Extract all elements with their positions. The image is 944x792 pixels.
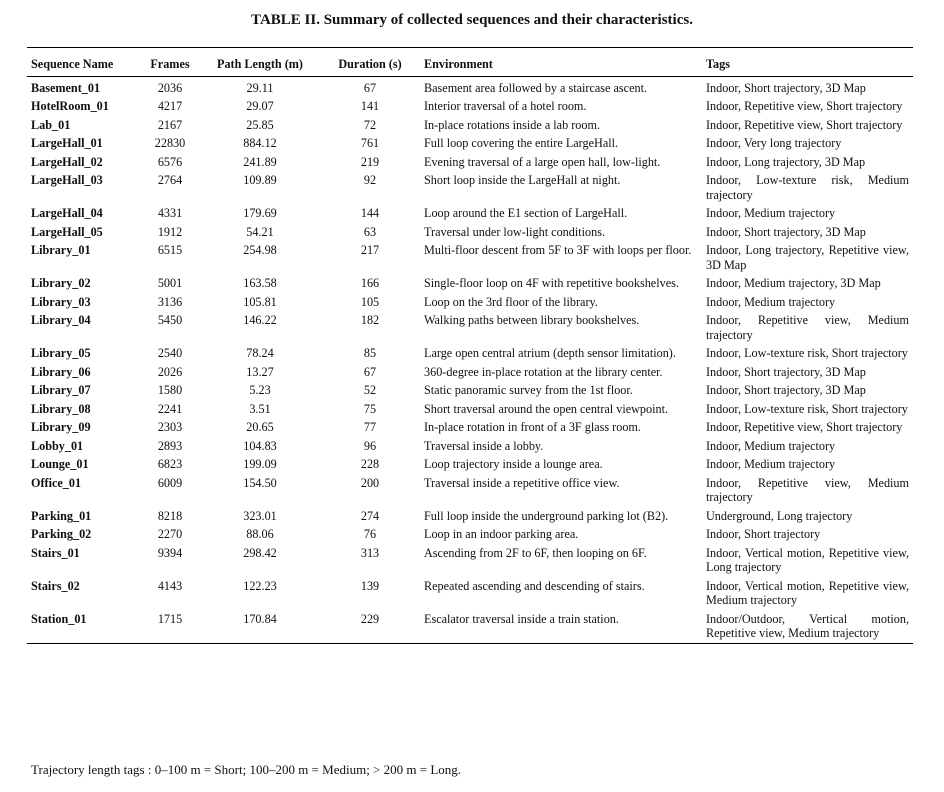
cell-tags: Indoor, Medium trajectory <box>706 294 836 309</box>
cell-path-length: 54.21 <box>246 224 274 239</box>
cell-environment: Loop around the E1 section of LargeHall. <box>424 206 628 220</box>
cell-duration: 274 <box>360 508 380 523</box>
cell-tags: Indoor, Vertical motion, Repetitive view, Medium trajectory <box>706 578 909 607</box>
cell-environment: Full loop inside the underground parking lot (B2). <box>424 508 669 523</box>
cell-duration: 67 <box>363 80 377 95</box>
cell-duration: 85 <box>363 346 377 360</box>
col-header-sequence-name: Sequence Name <box>31 57 114 71</box>
cell-sequence-name: Stairs_02 <box>31 578 80 593</box>
table-header-row <box>27 48 913 77</box>
cell-duration: 217 <box>360 243 380 257</box>
cell-path-length: 109.89 <box>243 173 277 187</box>
table-footnote: Trajectory length tags : 0–100 m = Short; 100–200 m = Medium; > 200 m = Long. <box>31 762 462 777</box>
cell-frames: 6009 <box>157 475 183 490</box>
cell-frames: 2026 <box>157 364 183 379</box>
table-row <box>27 204 913 223</box>
cell-duration: 166 <box>360 276 380 290</box>
cell-tags: Indoor, Medium trajectory <box>706 206 836 220</box>
cell-frames: 2540 <box>157 346 183 360</box>
cell-path-length: 5.23 <box>249 383 271 397</box>
cell-frames: 2893 <box>157 438 183 453</box>
cell-path-length: 884.12 <box>243 136 277 150</box>
cell-path-length: 3.51 <box>249 401 271 416</box>
table-row <box>27 525 913 544</box>
cell-path-length: 20.65 <box>246 420 274 434</box>
cell-environment: 360-degree in-place rotation at the library center. <box>424 364 663 379</box>
cell-frames: 3136 <box>157 294 183 309</box>
col-header-frames: Frames <box>150 57 190 71</box>
cell-frames: 2764 <box>157 173 183 187</box>
cell-frames: 1912 <box>157 224 183 239</box>
cell-sequence-name: Library_02 <box>31 276 91 290</box>
table-row <box>27 507 913 526</box>
cell-tags: Indoor, Repetitive view, Medium trajectory <box>706 475 909 504</box>
cell-duration: 77 <box>363 420 377 434</box>
cell-frames: 2167 <box>157 117 183 132</box>
cell-environment: Loop on the 3rd floor of the library. <box>424 294 598 309</box>
cell-path-length: 78.24 <box>246 346 274 360</box>
cell-environment: Single-floor loop on 4F with repetitive bookshelves. <box>424 276 679 290</box>
cell-path-length: 13.27 <box>246 364 274 379</box>
cell-sequence-name: Parking_01 <box>31 508 92 523</box>
cell-frames: 6515 <box>157 243 183 257</box>
cell-environment: Basement area followed by a staircase ascent. <box>424 80 647 95</box>
cell-sequence-name: Library_08 <box>31 401 91 416</box>
table-body <box>27 76 913 643</box>
cell-path-length: 241.89 <box>243 154 277 169</box>
cell-sequence-name: Library_09 <box>31 420 91 434</box>
cell-tags: Indoor, Low-texture risk, Short trajectory <box>706 401 908 416</box>
table-row <box>27 610 913 644</box>
cell-tags: Indoor, Repetitive view, Short trajectory <box>706 420 903 434</box>
cell-sequence-name: Lab_01 <box>31 117 71 132</box>
cell-duration: 105 <box>360 294 380 309</box>
cell-duration: 67 <box>363 364 377 379</box>
cell-frames: 6823 <box>157 457 183 471</box>
cell-tags: Indoor, Medium trajectory, 3D Map <box>706 276 881 290</box>
table-row <box>27 437 913 456</box>
cell-environment: Traversal inside a lobby. <box>424 438 544 453</box>
cell-tags: Indoor/Outdoor, Vertical motion, Repetitive view, Medium trajectory <box>706 611 909 640</box>
cell-frames: 1715 <box>157 611 183 626</box>
cell-environment: Escalator traversal inside a train station. <box>424 611 619 626</box>
cell-frames: 1580 <box>157 383 183 397</box>
cell-frames: 2036 <box>157 80 183 95</box>
col-header-duration: Duration (s) <box>338 57 402 71</box>
cell-sequence-name: LargeHall_02 <box>31 154 103 169</box>
table-row <box>27 274 913 293</box>
table-row <box>27 293 913 312</box>
cell-path-length: 104.83 <box>243 438 277 453</box>
cell-sequence-name: Library_04 <box>31 313 91 327</box>
cell-duration: 52 <box>363 383 377 397</box>
table-row <box>27 76 913 97</box>
cell-environment: In-place rotations inside a lab room. <box>424 117 600 132</box>
cell-tags: Indoor, Repetitive view, Short trajectory <box>706 117 903 132</box>
cell-tags: Indoor, Low-texture risk, Short trajectory <box>706 346 908 360</box>
cell-path-length: 298.42 <box>243 545 277 560</box>
table-row <box>27 418 913 437</box>
cell-sequence-name: Parking_02 <box>31 527 92 541</box>
cell-path-length: 179.69 <box>243 206 277 220</box>
cell-sequence-name: LargeHall_05 <box>31 224 103 239</box>
cell-frames: 9394 <box>157 545 183 560</box>
cell-sequence-name: Basement_01 <box>31 80 101 95</box>
cell-path-length: 199.09 <box>243 457 277 471</box>
cell-sequence-name: Library_07 <box>31 383 91 397</box>
cell-environment: Repeated ascending and descending of stairs. <box>424 578 645 593</box>
cell-environment: Evening traversal of a large open hall, low-light. <box>424 154 661 169</box>
cell-path-length: 146.22 <box>243 313 277 327</box>
cell-path-length: 29.07 <box>246 99 274 113</box>
cell-duration: 219 <box>360 154 380 169</box>
cell-sequence-name: Station_01 <box>31 611 87 626</box>
cell-tags: Indoor, Vertical motion, Repetitive view, Long trajectory <box>706 545 909 574</box>
cell-path-length: 105.81 <box>243 294 277 309</box>
cell-tags: Indoor, Short trajectory, 3D Map <box>706 383 866 397</box>
cell-tags: Indoor, Very long trajectory <box>706 136 842 150</box>
table-caption: TABLE II. Summary of collected sequences and their characteristics. <box>251 12 693 28</box>
cell-sequence-name: LargeHall_01 <box>31 136 103 150</box>
table-row <box>27 153 913 172</box>
cell-sequence-name: Library_05 <box>31 346 91 360</box>
cell-sequence-name: HotelRoom_01 <box>31 99 109 113</box>
cell-duration: 96 <box>363 438 377 453</box>
cell-tags: Indoor, Long trajectory, 3D Map <box>706 154 866 169</box>
cell-sequence-name: Lounge_01 <box>31 457 89 471</box>
cell-tags: Indoor, Medium trajectory <box>706 457 836 471</box>
cell-environment: Large open central atrium (depth sensor limitation). <box>424 346 676 360</box>
cell-frames: 4217 <box>157 99 183 113</box>
cell-duration: 144 <box>360 206 380 220</box>
cell-path-length: 25.85 <box>246 117 274 132</box>
cell-duration: 761 <box>360 136 380 150</box>
cell-frames: 4331 <box>157 206 183 220</box>
cell-environment: Walking paths between library bookshelves. <box>424 313 640 327</box>
cell-frames: 8218 <box>157 508 183 523</box>
cell-tags: Indoor, Low-texture risk, Medium trajectory <box>706 173 909 202</box>
table-row <box>27 134 913 153</box>
cell-frames: 4143 <box>157 578 183 593</box>
cell-sequence-name: Lobby_01 <box>31 438 84 453</box>
table-row <box>27 241 913 274</box>
cell-duration: 229 <box>360 611 380 626</box>
cell-frames: 2241 <box>157 401 183 416</box>
cell-environment: Traversal under low-light conditions. <box>424 224 605 239</box>
cell-duration: 75 <box>363 401 377 416</box>
cell-sequence-name: Office_01 <box>31 475 82 490</box>
cell-path-length: 88.06 <box>246 527 274 541</box>
cell-tags: Indoor, Short trajectory, 3D Map <box>706 80 866 95</box>
cell-environment: Loop trajectory inside a lounge area. <box>424 457 603 471</box>
cell-duration: 200 <box>360 475 380 490</box>
table-row <box>27 116 913 135</box>
cell-duration: 141 <box>360 99 380 113</box>
cell-tags: Indoor, Long trajectory, Repetitive view, 3D Map <box>706 243 909 272</box>
cell-environment: Multi-floor descent from 5F to 3F with loops per floor. <box>424 243 692 257</box>
cell-tags: Indoor, Short trajectory, 3D Map <box>706 364 866 379</box>
cell-frames: 5001 <box>157 276 183 290</box>
cell-environment: Short loop inside the LargeHall at night. <box>424 173 621 187</box>
cell-tags: Indoor, Short trajectory, 3D Map <box>706 224 866 239</box>
col-header-path-length: Path Length (m) <box>217 57 303 71</box>
cell-path-length: 122.23 <box>243 578 277 593</box>
cell-environment: Loop in an indoor parking area. <box>424 527 579 541</box>
cell-path-length: 323.01 <box>243 508 277 523</box>
cell-sequence-name: Library_03 <box>31 294 91 309</box>
table-row <box>27 544 913 577</box>
cell-tags: Indoor, Repetitive view, Short trajectory <box>706 99 903 113</box>
table-row <box>27 455 913 474</box>
cell-duration: 313 <box>360 545 380 560</box>
cell-environment: Traversal inside a repetitive office view. <box>424 475 620 490</box>
cell-sequence-name: LargeHall_04 <box>31 206 103 220</box>
cell-duration: 228 <box>360 457 380 471</box>
cell-path-length: 29.11 <box>246 80 274 95</box>
cell-duration: 63 <box>363 224 377 239</box>
cell-frames: 2303 <box>157 420 183 434</box>
col-header-tags: Tags <box>706 57 730 71</box>
cell-environment: Static panoramic survey from the 1st floor. <box>424 383 633 397</box>
table-row <box>27 97 913 116</box>
cell-path-length: 163.58 <box>243 276 277 290</box>
table-row <box>27 344 913 363</box>
sequence-table <box>27 47 913 644</box>
cell-frames: 22830 <box>154 136 186 150</box>
table-row <box>27 400 913 419</box>
cell-path-length: 170.84 <box>243 611 277 626</box>
cell-sequence-name: LargeHall_03 <box>31 173 103 187</box>
cell-environment: Ascending from 2F to 6F, then looping on 6F. <box>424 545 647 560</box>
cell-duration: 92 <box>363 173 377 187</box>
cell-frames: 2270 <box>157 527 183 541</box>
table-row <box>27 223 913 242</box>
table-row <box>27 577 913 610</box>
cell-sequence-name: Library_01 <box>31 243 91 257</box>
table-row <box>27 171 913 204</box>
cell-duration: 182 <box>360 313 380 327</box>
cell-tags: Indoor, Medium trajectory <box>706 438 836 453</box>
cell-frames: 6576 <box>157 154 183 169</box>
cell-tags: Indoor, Short trajectory <box>706 527 821 541</box>
cell-frames: 5450 <box>157 313 183 327</box>
cell-sequence-name: Library_06 <box>31 364 91 379</box>
table-row <box>27 381 913 400</box>
cell-path-length: 154.50 <box>243 475 277 490</box>
cell-environment: Full loop covering the entire LargeHall. <box>424 136 619 150</box>
cell-duration: 76 <box>363 527 377 541</box>
cell-path-length: 254.98 <box>243 243 277 257</box>
cell-duration: 72 <box>363 117 377 132</box>
col-header-environment: Environment <box>424 57 493 71</box>
cell-duration: 139 <box>360 578 380 593</box>
cell-environment: In-place rotation in front of a 3F glass room. <box>424 420 641 434</box>
cell-sequence-name: Stairs_01 <box>31 545 80 560</box>
table-row <box>27 474 913 507</box>
table-row <box>27 311 913 344</box>
table-row <box>27 363 913 382</box>
cell-environment: Short traversal around the open central viewpoint. <box>424 401 669 416</box>
cell-tags: Underground, Long trajectory <box>706 508 853 523</box>
cell-tags: Indoor, Repetitive view, Medium trajectory <box>706 313 909 342</box>
cell-environment: Interior traversal of a hotel room. <box>424 99 587 113</box>
